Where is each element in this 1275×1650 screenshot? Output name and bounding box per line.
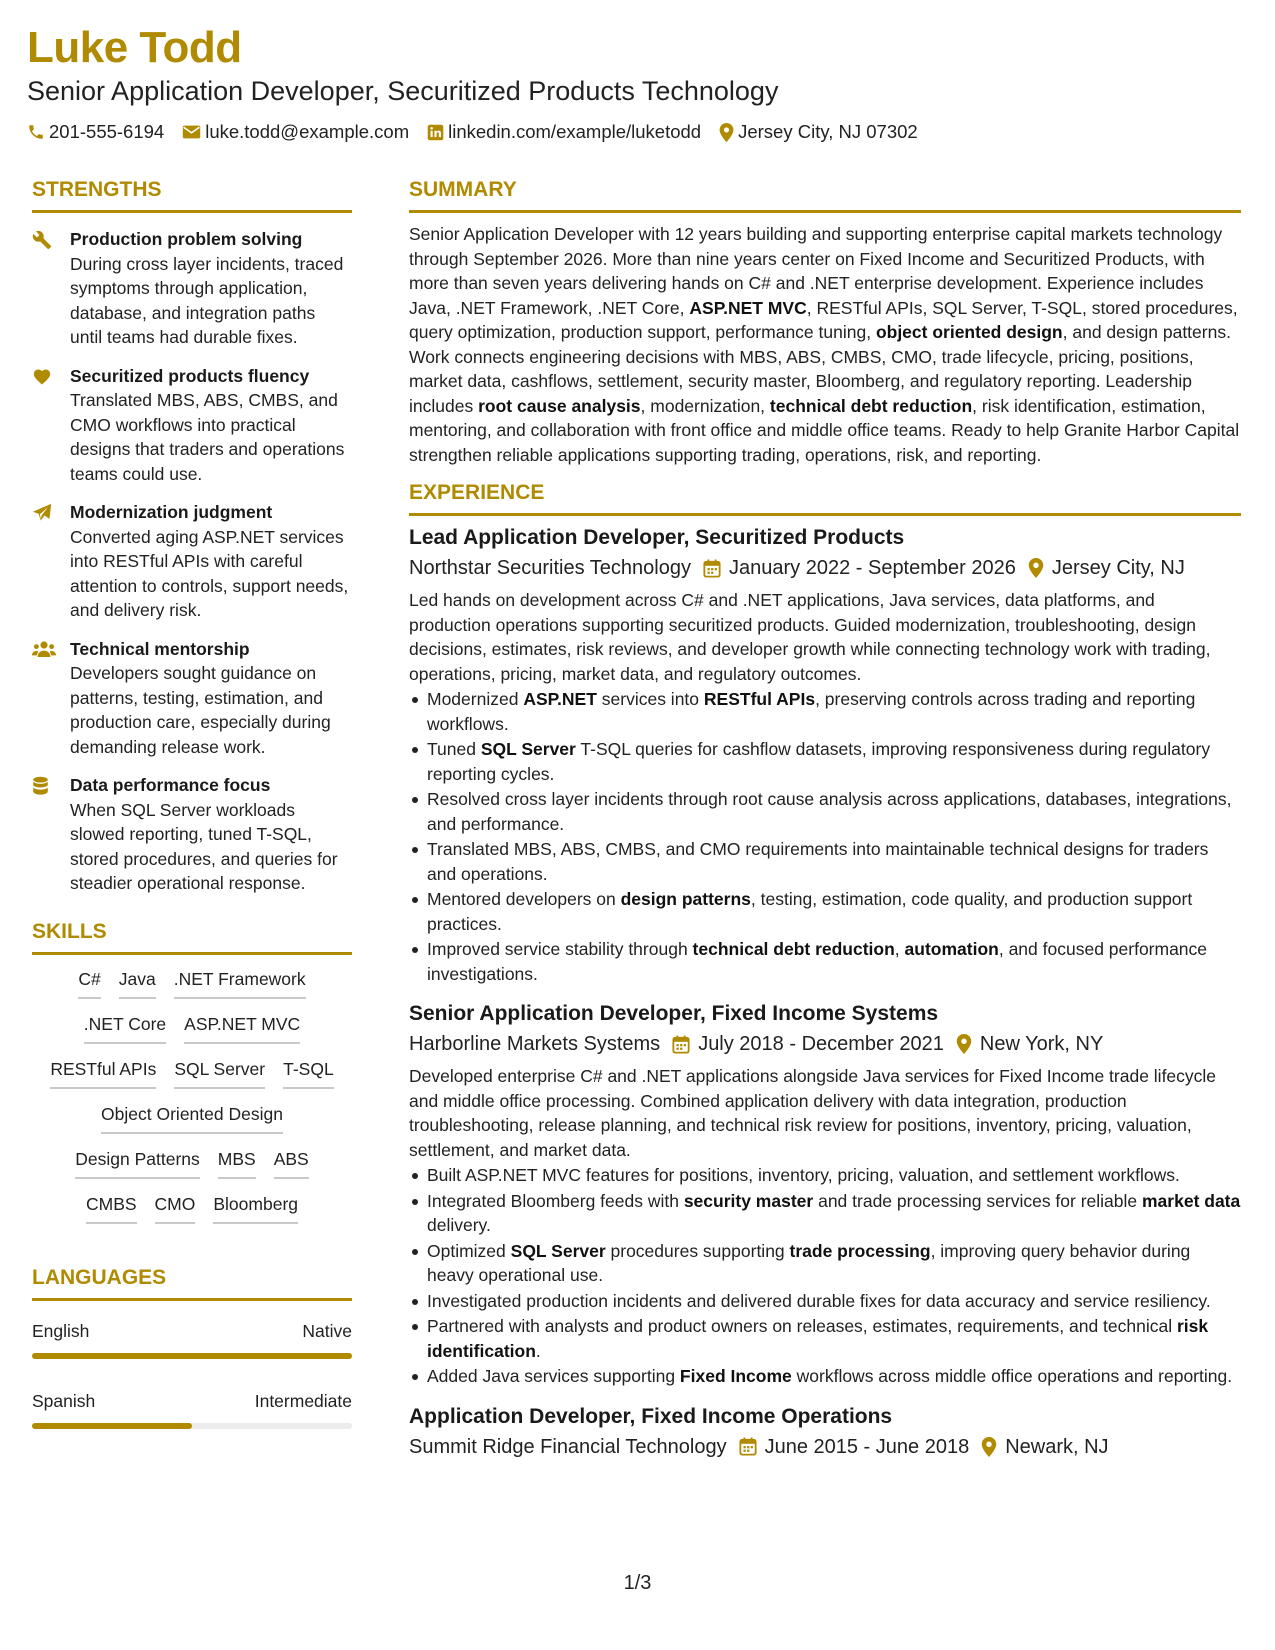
summary-heading: SUMMARY: [409, 178, 517, 201]
map-pin-icon: [719, 123, 734, 142]
job-company: Summit Ridge Financial Technology: [409, 1435, 727, 1458]
job-company: Harborline Markets Systems: [409, 1033, 661, 1055]
language-name: English: [32, 1320, 90, 1341]
job-bullet: Modernized ASP.NET services into RESTful APIs, preserving controls across trading and reporting workflows.: [409, 687, 1241, 736]
linkedin-icon: [427, 124, 444, 141]
skill-tag: MBS: [218, 1145, 256, 1179]
strength-item: [32, 364, 352, 487]
contact-linkedin[interactable]: [427, 120, 701, 144]
job-company: Northstar Securities Technology: [409, 557, 691, 579]
job-bullets: [409, 687, 1241, 986]
job-bullet: Resolved cross layer incidents through root cause analysis across applications, databases, integrations, and performance.: [409, 787, 1241, 836]
job-title: Senior Application Developer, Fixed Income Systems: [409, 1002, 939, 1025]
skill-tag: Design Patterns: [75, 1145, 200, 1179]
language-item: [32, 1389, 352, 1429]
map-pin-icon: [981, 1437, 997, 1457]
job-meta: [409, 554, 1241, 582]
job-title: Application Developer, Fixed Income Operations: [409, 1404, 893, 1428]
contact-bar: [27, 120, 1248, 144]
users-icon: [32, 640, 56, 658]
job-bullet: Tuned SQL Server T-SQL queries for cashflow datasets, improving responsiveness during regulatory reporting cycles.: [409, 737, 1241, 786]
email-text: luke.todd@example.com: [205, 121, 410, 142]
languages-heading: LANGUAGES: [32, 1265, 167, 1289]
skill-row: [32, 1055, 352, 1089]
job-dates: July 2018 - December 2021: [698, 1033, 944, 1055]
language-name: Spanish: [32, 1390, 96, 1411]
language-level: Native: [302, 1320, 352, 1341]
job-dates-wrap: [672, 1030, 944, 1058]
language-bar-fill: [32, 1353, 352, 1359]
wrench-icon: [32, 230, 52, 250]
skill-tag: ASP.NET MVC: [184, 1010, 300, 1044]
job-bullet: Mentored developers on design patterns, testing, estimation, code quality, and production support practices.: [409, 887, 1241, 936]
strengths-heading: STRENGTHS: [32, 178, 162, 201]
skill-tag: .NET Framework: [174, 965, 306, 999]
strength-item: [32, 773, 352, 896]
calendar-icon: [703, 559, 721, 578]
strength-item: [32, 500, 352, 623]
map-pin-icon: [956, 1034, 972, 1054]
job-meta: [409, 1433, 1241, 1461]
job-location-wrap: [981, 1433, 1108, 1461]
experience-heading: EXPERIENCE: [409, 481, 545, 504]
summary-rule: [409, 210, 1241, 213]
skill-tag: .NET Core: [84, 1010, 166, 1044]
contact-location: [719, 120, 918, 144]
job-meta: [409, 1030, 1241, 1058]
candidate-name: Luke Todd: [27, 23, 242, 72]
job-dates: January 2022 - September 2026: [729, 557, 1016, 579]
language-bar: [32, 1353, 352, 1359]
strength-title: Modernization judgment: [70, 502, 273, 522]
strength-text: Converted aging ASP.NET services into RESTful APIs with careful attention to controls, support needs, and delivery risk.: [70, 526, 349, 620]
skill-tag: Java: [119, 965, 156, 999]
job-dates-wrap: [703, 554, 1016, 582]
skills-list: [32, 965, 352, 1224]
database-icon: [32, 776, 49, 796]
language-item: [32, 1319, 352, 1359]
experience-rule: [409, 513, 1241, 516]
strength-title: Production problem solving: [70, 229, 303, 249]
skill-row: [32, 1145, 352, 1179]
skill-tag: T-SQL: [283, 1055, 334, 1089]
job-description: Led hands on development across C# and .NET applications, Java services, data platforms, and production operations supporting securitized products. Guided modernization, troubleshooting, design decisions, estimates, risk reviews, and developer growth while connecting technology work with trading, operations, pricing, market data, and regulatory outcomes.: [409, 590, 1211, 684]
job-bullet: Improved service stability through technical debt reduction, automation, and focused performance investigations.: [409, 937, 1241, 986]
strength-title: Securitized products fluency: [70, 365, 310, 386]
skill-tag: Object Oriented Design: [101, 1100, 283, 1134]
skill-tag: CMBS: [86, 1190, 137, 1224]
contact-email[interactable]: [182, 120, 409, 144]
calendar-icon: [672, 1035, 690, 1054]
language-bar-fill: [32, 1423, 192, 1429]
skills-heading: SKILLS: [32, 919, 107, 943]
strength-text: When SQL Server workloads slowed reporting, tuned T-SQL, stored procedures, and queries for steadier operational response.: [70, 799, 338, 893]
job-location: Jersey City, NJ: [1051, 557, 1185, 579]
candidate-title: Senior Application Developer, Securitized Products Technology: [27, 76, 779, 106]
experience-list: [409, 524, 1241, 1461]
strength-item: [32, 227, 352, 350]
job-bullet: Partnered with analysts and product owners on releases, estimates, requirements, and technical risk identification.: [409, 1314, 1241, 1363]
calendar-icon: [739, 1437, 757, 1456]
envelope-icon: [182, 124, 201, 140]
right-column: [409, 176, 1241, 1461]
paper-plane-icon: [32, 503, 52, 523]
job-bullet: Built ASP.NET MVC features for positions, inventory, pricing, valuation, and settlement workflows.: [409, 1163, 1241, 1188]
job-entry: [409, 524, 1241, 986]
skill-row: [32, 965, 352, 999]
strength-text: During cross layer incidents, traced symptoms through application, database, and integration paths until teams had durable fixes.: [70, 253, 344, 347]
job-bullet: Investigated production incidents and delivered durable fixes for data accuracy and service resiliency.: [409, 1289, 1241, 1314]
skill-tag: RESTful APIs: [50, 1055, 156, 1089]
skill-row: [32, 1100, 352, 1134]
languages-rule: [32, 1298, 352, 1301]
strength-text: Translated MBS, ABS, CMBS, and CMO workflows into practical designs that traders and operations teams could use.: [70, 390, 345, 484]
job-bullet: Added Java services supporting Fixed Income workflows across middle office operations and reporting.: [409, 1364, 1241, 1389]
location-text: Jersey City, NJ 07302: [738, 121, 918, 142]
strength-title: Data performance focus: [70, 775, 271, 795]
skill-tag: Bloomberg: [213, 1190, 298, 1224]
job-entry: [409, 1000, 1241, 1389]
skill-tag: C#: [78, 965, 100, 999]
strength-title: Technical mentorship: [70, 638, 250, 659]
skill-tag: CMO: [155, 1190, 196, 1224]
strengths-rule: [32, 210, 352, 213]
job-bullets: [409, 1163, 1241, 1389]
job-location: Newark, NJ: [1005, 1435, 1109, 1458]
job-title: Lead Application Developer, Securitized Products: [409, 526, 905, 549]
job-bullet: Optimized SQL Server procedures supporting trade processing, improving query behavior during heavy operational use.: [409, 1239, 1241, 1288]
skills-rule: [32, 952, 352, 955]
linkedin-text: linkedin.com/example/luketodd: [448, 121, 702, 142]
strength-item: [32, 637, 352, 760]
job-dates-wrap: [739, 1433, 970, 1461]
language-bar: [32, 1423, 352, 1429]
job-bullet: Translated MBS, ABS, CMBS, and CMO requirements into maintainable technical designs for traders and operations.: [409, 837, 1241, 886]
strength-text: Developers sought guidance on patterns, testing, estimation, and production care, especially during demanding release work.: [70, 663, 331, 757]
skill-tag: ABS: [274, 1145, 309, 1179]
skill-row: [32, 1190, 352, 1224]
phone-icon: [27, 123, 45, 141]
summary-text: Senior Application Developer with 12 years building and supporting enterprise capital markets technology through September 2026. More than nine years center on Fixed Income and Securitized Products, with more than seven years delivering hands on C# and .NET enterprise development. Experience includes Java, .NET Framework, .NET Core, ASP.NET MVC, RESTful APIs, SQL Server, T-SQL, stored procedures, query optimization, production support, performance tuning, object oriented design, and design patterns. Work connects engineering decisions with MBS, ABS, CMBS, CMO, trade lifecycle, pricing, positions, market data, cashflows, settlement, security master, Bloomberg, and regulatory reporting. Leadership includes root cause analysis, modernization, technical debt reduction, risk identification, estimation, mentoring, and collaboration with front office and middle office teams. Ready to help Granite Harbor Capital strengthen reliable applications supporting trading, operations, risk, and reporting.: [409, 224, 1240, 465]
contact-phone[interactable]: [27, 120, 164, 144]
skill-tag: SQL Server: [174, 1055, 265, 1089]
language-level: Intermediate: [254, 1390, 352, 1411]
resume-header: [27, 22, 1248, 144]
job-dates: June 2015 - June 2018: [764, 1435, 970, 1458]
job-description: Developed enterprise C# and .NET applications alongside Java services for Fixed Income trade lifecycle and middle office processing. Combined application delivery with data integration, production troubleshooting, release planning, and technical risk review for positions, inventory, pricing, valuation, settlement, and market data.: [409, 1066, 1217, 1160]
phone-text: 201-555-6194: [49, 121, 165, 142]
job-entry: [409, 1403, 1241, 1461]
heart-icon: [32, 367, 52, 385]
map-pin-icon: [1028, 558, 1044, 578]
skill-row: [32, 1010, 352, 1044]
job-location-wrap: [1028, 554, 1185, 582]
job-bullet: Integrated Bloomberg feeds with security master and trade processing services for reliable market data delivery.: [409, 1189, 1241, 1238]
job-location: New York, NY: [979, 1033, 1104, 1055]
page-number: 1/3: [623, 1572, 652, 1594]
job-location-wrap: [956, 1030, 1103, 1058]
left-column: [32, 176, 352, 1429]
